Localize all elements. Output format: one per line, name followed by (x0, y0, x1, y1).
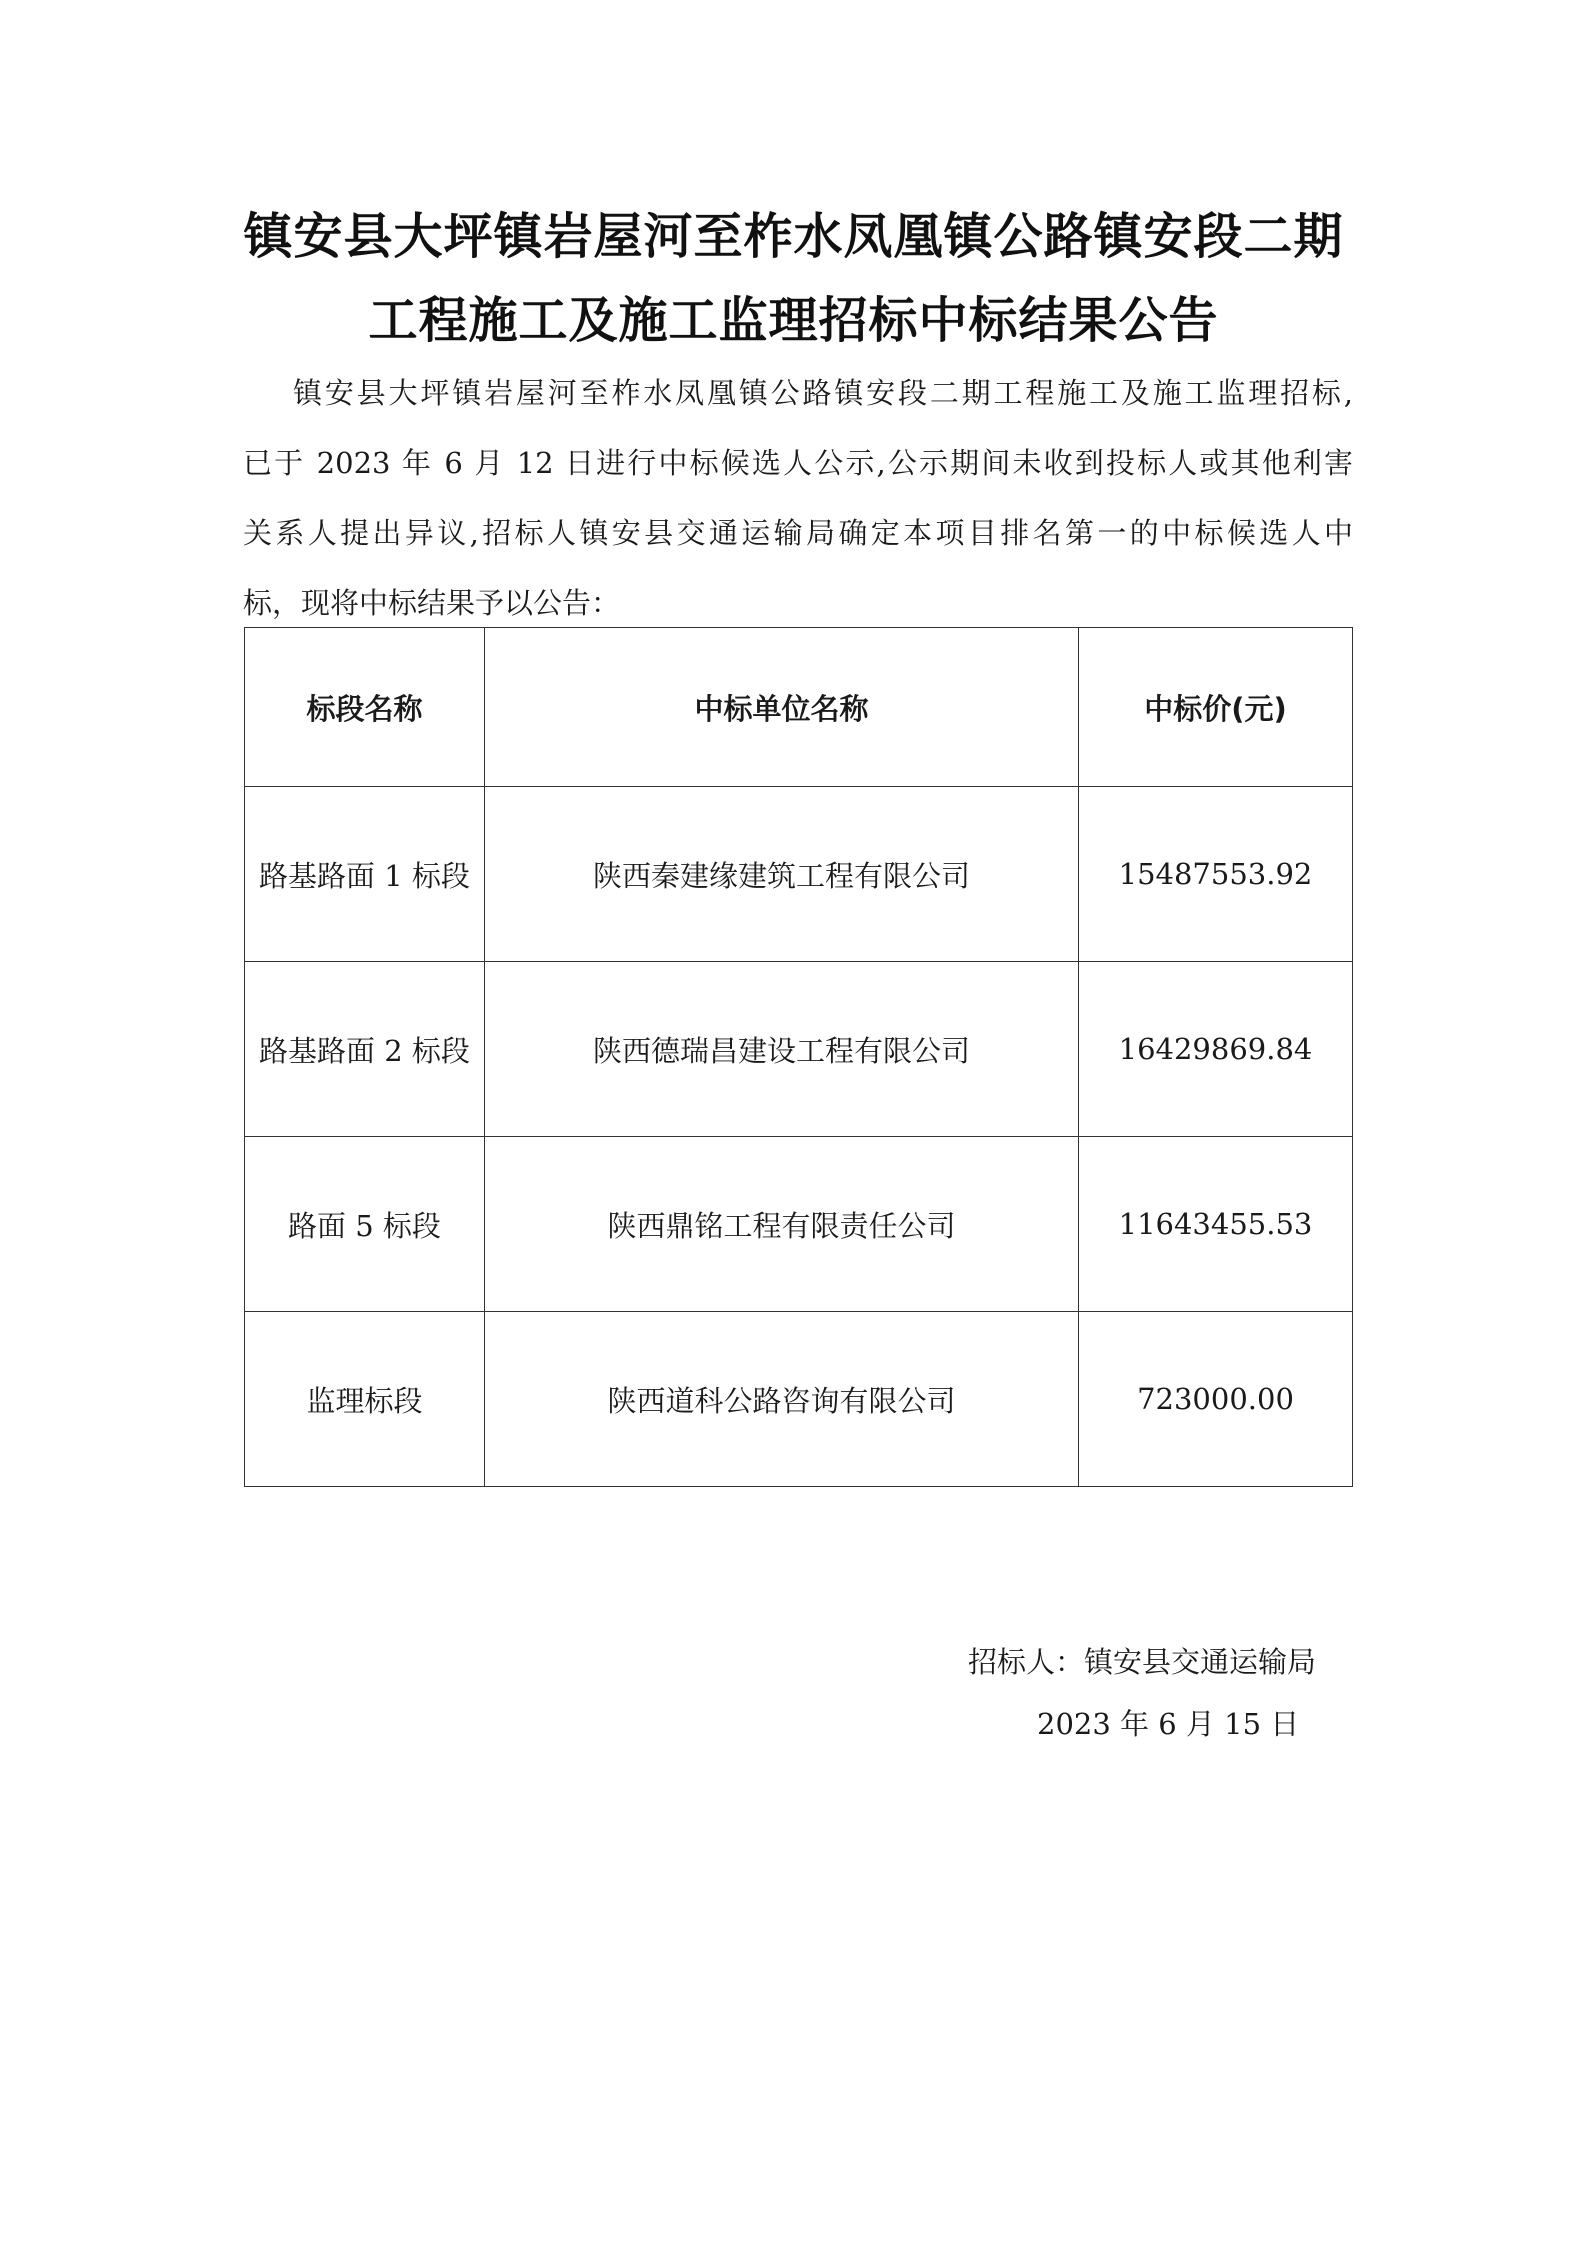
header-winning-price: 中标价(元) (1079, 628, 1353, 787)
table-row (245, 787, 1353, 962)
header-section-name: 标段名称 (245, 628, 485, 787)
price-cell: 16429869.84 (1079, 962, 1353, 1137)
document-title-line-2: 工程施工及施工监理招标中标结果公告 (368, 291, 1219, 349)
issue-date: 2023 年 6 月 15 日 (1037, 1707, 1300, 1741)
table-row (245, 1137, 1353, 1312)
document-title-line-1: 镇安县大坪镇岩屋河至柞水凤凰镇公路镇安段二期 (243, 207, 1344, 265)
company-name-cell: 陕西德瑞昌建设工程有限公司 (485, 962, 1079, 1137)
table-row (245, 962, 1353, 1137)
section-name-cell: 路面 5 标段 (245, 1137, 485, 1312)
section-name-cell: 路基路面 2 标段 (245, 962, 485, 1137)
paragraph-line-2: 已于 2023 年 6 月 12 日进行中标候选人公示,公示期间未收到投标人或其他利害 (243, 446, 1353, 480)
paragraph-line-4: 标，现将中标结果予以公告： (243, 586, 621, 620)
issuer-signature: 招标人：镇安县交通运输局 (968, 1645, 1317, 1679)
paragraph-line-1: 镇安县大坪镇岩屋河至柞水凤凰镇公路镇安段二期工程施工及施工监理招标, (293, 376, 1353, 410)
price-cell: 723000.00 (1079, 1312, 1353, 1487)
company-name-cell: 陕西鼎铭工程有限责任公司 (485, 1137, 1079, 1312)
price-cell: 11643455.53 (1079, 1137, 1353, 1312)
paragraph-line-3: 关系人提出异议,招标人镇安县交通运输局确定本项目排名第一的中标候选人中 (243, 516, 1353, 550)
table-header-row (245, 628, 1353, 787)
price-cell: 15487553.92 (1079, 787, 1353, 962)
section-name-cell: 监理标段 (245, 1312, 485, 1487)
table-row (245, 1312, 1353, 1487)
company-name-cell: 陕西秦建缘建筑工程有限公司 (485, 787, 1079, 962)
award-results-table (244, 627, 1353, 1487)
announcement-paragraph (243, 358, 1353, 638)
company-name-cell: 陕西道科公路咨询有限公司 (485, 1312, 1079, 1487)
section-name-cell: 路基路面 1 标段 (245, 787, 485, 962)
header-winning-company: 中标单位名称 (485, 628, 1079, 787)
